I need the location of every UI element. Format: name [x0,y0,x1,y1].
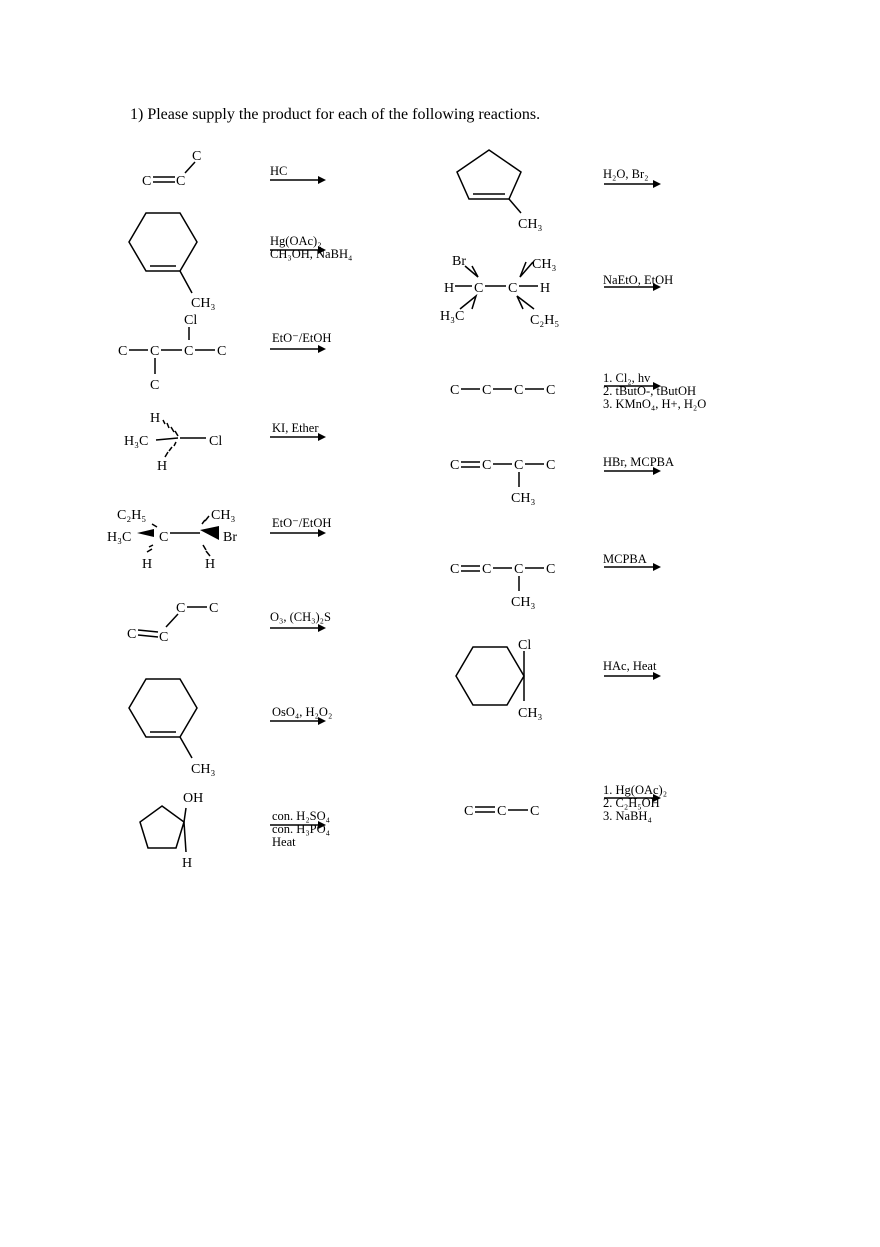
condition-line: 1. Cl₂, hv [603,371,651,385]
reactant-methylbutene-2 [450,562,555,610]
conditions-L7 [272,706,332,719]
conditions-L2 [270,235,352,261]
svg-text:CH₃: CH₃ [511,491,536,506]
svg-text:CH₃: CH₃ [532,257,557,272]
svg-text:Cl: Cl [518,638,532,653]
condition-line: CH₃OH, NaBH₄ [270,247,353,261]
conditions-L1 [270,165,287,178]
conditions-R1 [603,168,649,181]
svg-text:C: C [482,458,492,473]
svg-text:C: C [142,174,152,189]
svg-text:H₃C: H₃C [107,530,132,545]
svg-text:H: H [444,281,455,296]
condition-line: NaEtO, EtOH [603,273,674,287]
conditions-R3 [603,372,706,411]
svg-text:C: C [176,601,186,616]
reactant-chloroalkane [118,313,226,393]
svg-text:Cl: Cl [209,434,223,449]
svg-text:CH₃: CH₃ [191,762,216,777]
condition-line: OsO₄, H₂O₂ [272,705,333,719]
svg-text:C: C [508,281,518,296]
condition-line: H₂O, Br₂ [603,167,649,181]
svg-text:C: C [450,562,460,577]
svg-text:C: C [450,458,460,473]
reactant-methylbutene [450,458,555,506]
condition-line: EtO⁻/EtOH [272,516,332,530]
svg-text:H: H [150,411,161,426]
svg-text:Cl: Cl [184,313,198,328]
svg-text:C: C [209,601,219,616]
conditions-L3 [272,332,331,345]
svg-text:C: C [192,149,202,164]
condition-line: O₃, (CH₃)₂S [270,610,331,624]
svg-text:C: C [497,804,507,819]
svg-text:CH₃: CH₃ [518,217,543,232]
svg-text:C: C [530,804,540,819]
condition-line: 2. C₂H₅OH [603,796,660,810]
svg-text:C: C [514,562,524,577]
svg-text:C: C [546,562,556,577]
conditions-L5 [272,517,331,530]
svg-text:C: C [176,174,186,189]
condition-line: 3. KMnO₄, H+, H₂O [603,397,707,411]
condition-line: 3. NaBH₄ [603,809,652,823]
reactant-bromoalkane-stereo [107,508,237,572]
reactant-methylcyclohexene-2 [129,679,215,777]
svg-text:C₂H₅: C₂H₅ [530,313,560,328]
svg-text:CH₃: CH₃ [191,296,216,311]
condition-line: MCPBA [603,552,647,566]
conditions-L8 [272,810,330,849]
svg-text:H: H [142,557,153,572]
svg-text:C: C [217,344,227,359]
svg-text:C: C [118,344,128,359]
svg-text:C: C [474,281,484,296]
reactant-propene [142,149,201,189]
conditions-R4 [603,456,674,469]
condition-line: con. H₂SO₄ [272,809,331,823]
svg-text:C: C [482,562,492,577]
svg-text:C: C [482,383,492,398]
svg-text:CH₃: CH₃ [518,706,543,721]
svg-text:C: C [150,378,160,393]
reactant-butene [127,601,218,645]
reactant-stereo-bromide [440,254,559,328]
condition-line: HAc, Heat [603,659,657,673]
svg-text:Br: Br [452,254,466,269]
condition-line: Heat [272,835,296,849]
svg-text:C: C [184,344,194,359]
svg-text:CH₃: CH₃ [211,508,236,523]
svg-text:C: C [150,344,160,359]
conditions-L4 [272,422,319,435]
conditions-R7 [603,784,667,823]
condition-line: 2. tButO-, tButOH [603,384,697,398]
conditions-R5 [603,553,647,566]
svg-text:Br: Br [223,530,237,545]
svg-text:H₃C: H₃C [440,309,465,324]
svg-text:H₃C: H₃C [124,434,149,449]
condition-line: con. H₃PO₄ [272,822,331,836]
reactant-chloromethane [124,411,222,474]
reactant-propene-2 [464,804,539,819]
svg-text:C: C [514,458,524,473]
svg-text:H: H [182,856,193,871]
svg-text:C: C [450,383,460,398]
svg-text:C: C [514,383,524,398]
reactant-cyclopentanol [140,791,203,871]
svg-text:H: H [205,557,216,572]
reactant-butane [450,383,555,398]
svg-text:OH: OH [183,791,204,806]
reactant-chloromethylcyclohexane [456,638,542,721]
condition-line: HBr, MCPBA [603,455,675,469]
condition-line: HC [270,164,288,178]
question-title: 1) Please supply the product for each of the following reactions. [130,106,541,123]
svg-text:H: H [157,459,168,474]
reactant-methylcyclopentene [457,150,542,232]
svg-text:C: C [546,458,556,473]
svg-text:C: C [464,804,474,819]
svg-text:C: C [127,627,137,642]
condition-line: EtO⁻/EtOH [272,331,332,345]
conditions-L6 [270,611,331,624]
reactant-methylcyclohexene [129,213,215,311]
svg-text:C: C [159,630,169,645]
svg-text:C: C [159,530,169,545]
condition-line: Hg(OAc)₂ [270,234,322,248]
condition-line: KI, Ether [272,421,319,435]
svg-text:H: H [540,281,551,296]
conditions-R2 [603,274,673,287]
svg-text:C: C [546,383,556,398]
svg-text:C₂H₅: C₂H₅ [117,508,147,523]
conditions-R6 [603,660,656,673]
svg-text:CH₃: CH₃ [511,595,536,610]
condition-line: 1. Hg(OAc)₂ [603,783,668,797]
